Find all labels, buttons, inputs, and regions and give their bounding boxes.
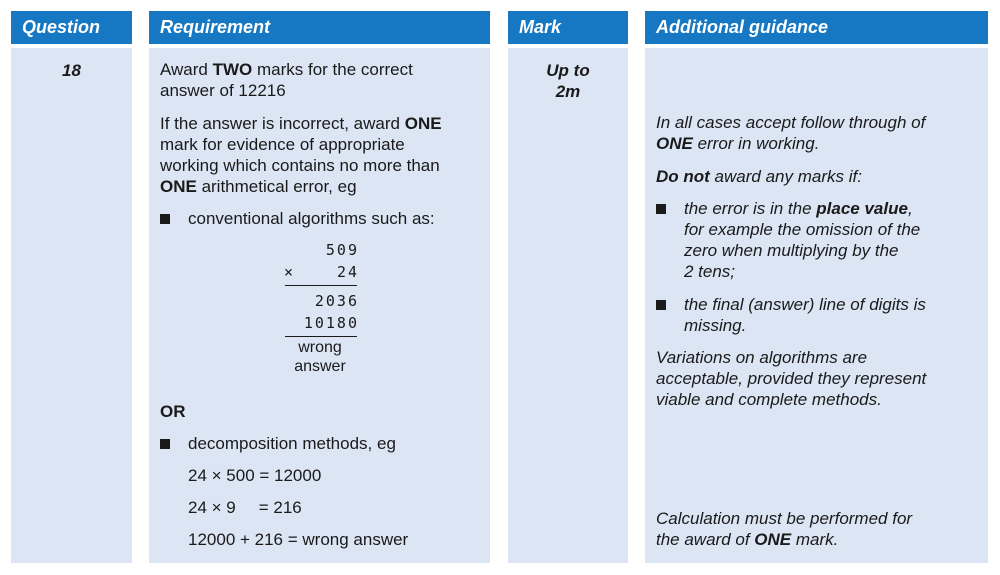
requirement-column xyxy=(149,48,490,563)
text: award any marks if: xyxy=(709,167,862,186)
header-requirement-label: Requirement xyxy=(160,17,271,37)
requirement-bullet-2 xyxy=(160,433,480,454)
algo-row-1: 509 xyxy=(325,241,359,259)
text-bold: place value xyxy=(816,199,908,218)
decomposition-line-2 xyxy=(188,497,302,518)
text-bold: ONE xyxy=(754,530,792,549)
text: the error is in the xyxy=(684,199,817,218)
mark-value xyxy=(508,60,628,102)
header-requirement xyxy=(149,11,490,44)
guidance-para-3 xyxy=(656,347,926,410)
guidance-para-2 xyxy=(656,166,862,187)
decomposition-line-3: 12000 + 216 = wrong answer xyxy=(188,530,409,549)
guidance-para-1 xyxy=(656,112,925,154)
text-bold: ONE xyxy=(404,114,442,133)
text: decomposition methods, eg xyxy=(188,434,396,453)
guidance-column xyxy=(645,48,988,563)
guidance-para-4 xyxy=(656,508,912,550)
guidance-bullet-2 xyxy=(656,294,976,336)
text-bold: TWO xyxy=(212,60,253,79)
text: mark. xyxy=(791,530,839,549)
header-mark xyxy=(508,11,628,44)
text: arithmetical error, eg xyxy=(196,177,357,196)
text: If the answer is incorrect, award xyxy=(160,114,405,133)
text: Calculation must be performed for xyxy=(656,509,913,528)
text: the final (answer) line of digits is xyxy=(684,295,926,314)
algo-row-3: 2036 xyxy=(314,292,359,310)
header-guidance-label: Additional guidance xyxy=(656,17,829,37)
text-bold: Do not xyxy=(656,167,710,186)
requirement-bullet-1 xyxy=(160,208,480,229)
multiplication-algorithm xyxy=(259,238,359,383)
text: error in working. xyxy=(692,134,820,153)
text: 24 × 9 xyxy=(188,498,236,517)
question-column xyxy=(11,48,132,563)
text: Up to xyxy=(546,61,590,80)
text: conventional algorithms such as: xyxy=(188,209,435,228)
text: zero when multiplying by the xyxy=(684,241,899,260)
decomposition-line-1: 24 × 500 = 12000 xyxy=(188,466,322,485)
text: mark for evidence of appropriate xyxy=(160,135,405,154)
text: In all cases accept follow through of xyxy=(656,113,926,132)
algo-rule-2 xyxy=(285,336,357,337)
text-bold: ONE xyxy=(160,177,197,196)
requirement-para-2 xyxy=(160,113,442,197)
text: 2m xyxy=(555,82,581,101)
header-question xyxy=(11,11,132,44)
algo-row-4: 10180 xyxy=(303,314,359,332)
text: the award of xyxy=(656,530,755,549)
text: Award xyxy=(160,60,213,79)
text-bold: ONE xyxy=(656,134,693,153)
bullet-square-icon xyxy=(160,439,170,449)
text: answer xyxy=(294,358,346,375)
header-mark-label: Mark xyxy=(519,17,562,37)
bullet-square-icon xyxy=(656,300,666,310)
text: 2 tens; xyxy=(684,262,736,281)
text: = 216 xyxy=(258,498,302,517)
text: for example the omission of the xyxy=(684,220,921,239)
text: acceptable, provided they represent xyxy=(656,369,927,388)
header-question-label: Question xyxy=(22,17,101,37)
text: working which contains no more than xyxy=(160,156,440,175)
question-number: 18 xyxy=(62,61,81,80)
guidance-bullet-1 xyxy=(656,198,976,282)
requirement-para-1 xyxy=(160,59,413,101)
text: viable and complete methods. xyxy=(656,390,882,409)
text: marks for the correct xyxy=(252,60,413,79)
algo-row-2: 24 xyxy=(336,263,359,281)
text: answer of 12216 xyxy=(160,81,286,100)
mark-column xyxy=(508,48,628,563)
text: missing. xyxy=(684,316,747,335)
algo-result xyxy=(281,338,359,376)
text: , xyxy=(907,199,913,218)
bullet-square-icon xyxy=(160,214,170,224)
bullet-square-icon xyxy=(656,204,666,214)
algo-rule-1 xyxy=(285,285,357,286)
or-label: OR xyxy=(160,402,186,421)
text: Variations on algorithms are xyxy=(656,348,868,367)
algo-times-sign: × xyxy=(284,263,296,281)
header-guidance xyxy=(645,11,988,44)
text: wrong xyxy=(298,339,342,356)
